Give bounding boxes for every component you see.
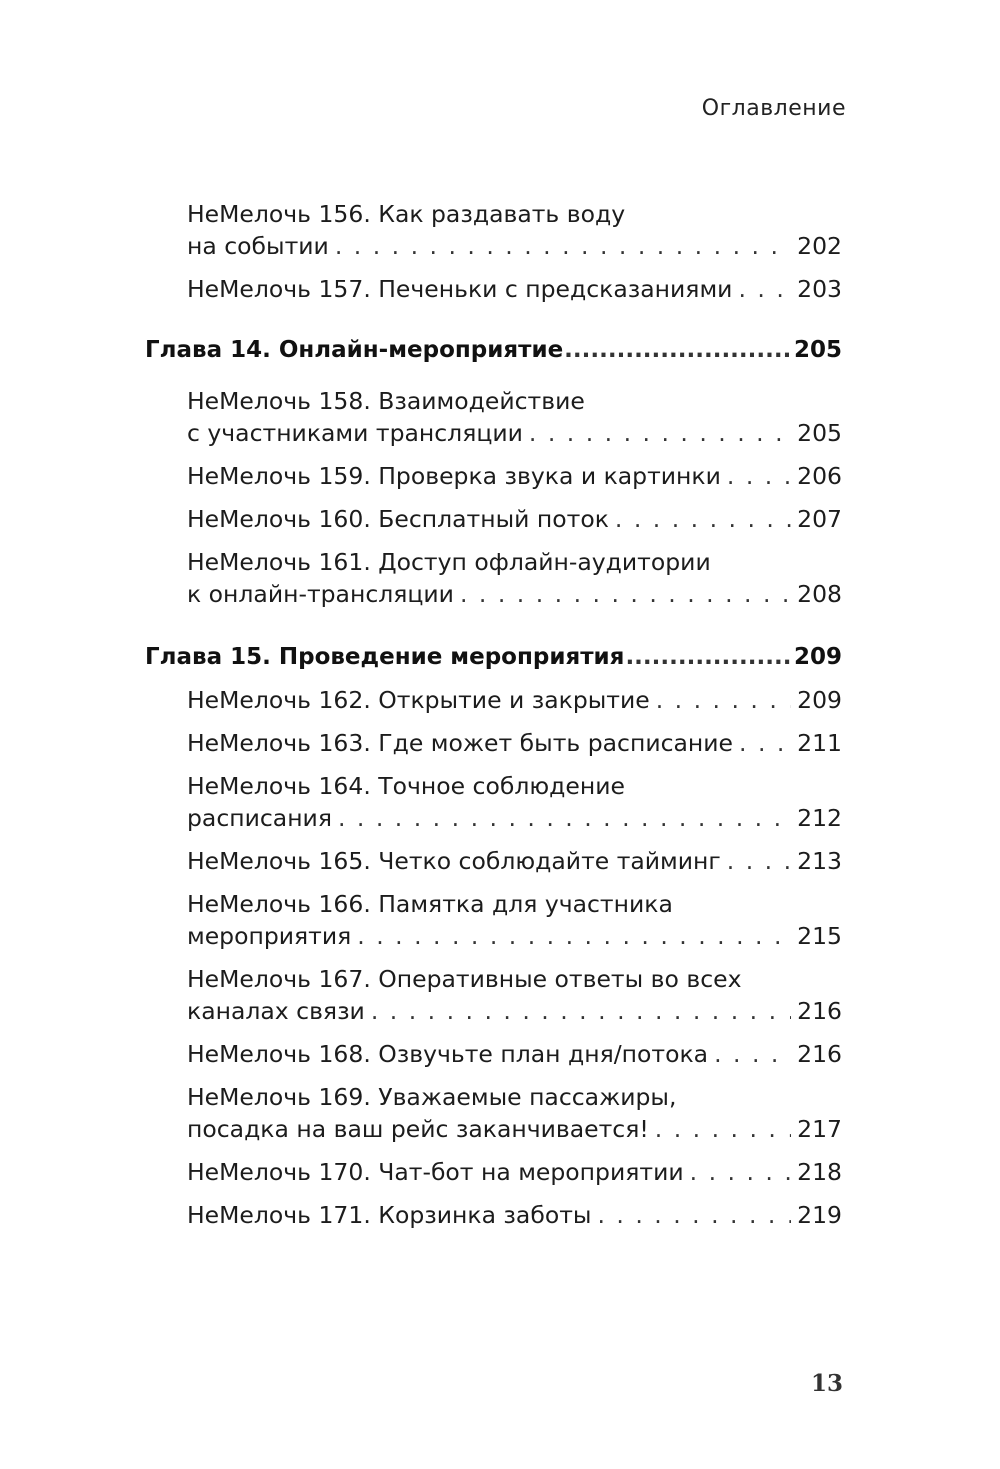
toc-entry-title: НеМелочь 162. Открытие и закрытие (187, 686, 650, 714)
toc-chapter-14[interactable] (145, 335, 842, 365)
toc-page-number: 215 (797, 922, 842, 950)
toc-entry-title: НеМелочь 169. Уважаемые пассажиры, (187, 1083, 677, 1111)
toc-page-number: 209 (797, 686, 842, 714)
toc-entry-title: НеМелочь 164. Точное соблюдение (187, 772, 625, 800)
toc-entry-title: НеМелочь 157. Печеньки с предсказаниями (187, 275, 733, 303)
toc-entry-title-cont: расписания (187, 804, 332, 832)
toc-entry-title-cont: посадка на ваш рейс заканчивается! (187, 1115, 649, 1143)
toc-entry-title-cont: каналах связи (187, 997, 365, 1025)
toc-entry-title: НеМелочь 170. Чат-бот на мероприятии (187, 1158, 684, 1186)
toc-page-number: 207 (797, 505, 842, 533)
dot-leader (656, 684, 791, 716)
toc-entry-title-cont: к онлайн-трансляции (187, 580, 454, 608)
dot-leader (727, 460, 791, 492)
dot-leader (625, 642, 793, 672)
toc-entry-title: НеМелочь 159. Проверка звука и картинки (187, 462, 721, 490)
toc-entry-title: НеМелочь 171. Корзинка заботы (187, 1201, 592, 1229)
toc-entry-title: НеМелочь 156. Как раздавать воду (187, 200, 626, 228)
page-number: 13 (810, 1370, 843, 1397)
toc-entry-163[interactable] (187, 727, 842, 759)
toc-entry-164[interactable] (187, 770, 842, 834)
toc-entry-title-cont: на событии (187, 232, 329, 260)
toc-page-number: 205 (797, 419, 842, 447)
dot-leader (357, 920, 791, 952)
toc-entry-title: НеМелочь 158. Взаимодействие (187, 387, 585, 415)
dot-leader (738, 273, 791, 305)
toc-entry-title: НеМелочь 166. Памятка для участника (187, 890, 673, 918)
toc-entry-title: НеМелочь 165. Четко соблюдайте тайминг (187, 847, 721, 875)
toc-page-number: 212 (797, 804, 842, 832)
toc-entry-title-cont: мероприятия (187, 922, 352, 950)
toc-entry-title: НеМелочь 168. Озвучьте план дня/потока (187, 1040, 709, 1068)
dot-leader (371, 995, 791, 1027)
toc-page-number: 216 (797, 997, 842, 1025)
toc-entry-156[interactable] (187, 198, 842, 262)
chapter-title: Глава 15. Проведение мероприятия (145, 644, 625, 670)
table-of-contents (145, 198, 842, 1242)
toc-page-number: 208 (797, 580, 842, 608)
toc-entry-168[interactable] (187, 1038, 842, 1070)
toc-entry-title: НеМелочь 167. Оперативные ответы во всех (187, 965, 742, 993)
dot-leader (739, 727, 791, 759)
toc-entry-title: НеМелочь 161. Доступ офлайн-аудитории (187, 548, 711, 576)
toc-page-number: 217 (797, 1115, 842, 1143)
toc-entry-165[interactable] (187, 845, 842, 877)
dot-leader (655, 1113, 791, 1145)
dot-leader (690, 1156, 792, 1188)
dot-leader (615, 503, 791, 535)
toc-entry-171[interactable] (187, 1199, 842, 1231)
toc-entry-158[interactable] (187, 385, 842, 449)
toc-page-number: 216 (797, 1040, 842, 1068)
toc-entry-161[interactable] (187, 546, 842, 610)
dot-leader (714, 1038, 791, 1070)
toc-page-number: 219 (797, 1201, 842, 1229)
toc-page-number: 206 (797, 462, 842, 490)
chapter-page-number: 205 (793, 337, 842, 363)
toc-page-number: 218 (797, 1158, 842, 1186)
toc-entry-title-cont: с участниками трансляции (187, 419, 523, 447)
toc-entry-169[interactable] (187, 1081, 842, 1145)
dot-leader (564, 335, 793, 365)
dot-leader (597, 1199, 791, 1231)
toc-chapter-15[interactable] (145, 642, 842, 672)
toc-entry-167[interactable] (187, 963, 842, 1027)
toc-entry-title: НеМелочь 163. Где может быть расписание (187, 729, 734, 757)
dot-leader (529, 417, 791, 449)
dot-leader (727, 845, 791, 877)
toc-entry-162[interactable] (187, 684, 842, 716)
toc-page-number: 211 (797, 729, 842, 757)
chapter-page-number: 209 (793, 644, 842, 670)
toc-entry-title: НеМелочь 160. Бесплатный поток (187, 505, 609, 533)
chapter-title: Глава 14. Онлайн-мероприятие (145, 337, 564, 363)
toc-entry-166[interactable] (187, 888, 842, 952)
dot-leader (338, 802, 791, 834)
dot-leader (335, 230, 791, 262)
toc-page-number: 202 (797, 232, 842, 260)
toc-entry-159[interactable] (187, 460, 842, 492)
toc-entry-157[interactable] (187, 273, 842, 305)
toc-page-number: 213 (797, 847, 842, 875)
running-head: Оглавление (701, 96, 846, 121)
toc-entry-160[interactable] (187, 503, 842, 535)
toc-page-number: 203 (797, 275, 842, 303)
dot-leader (460, 578, 791, 610)
toc-entry-170[interactable] (187, 1156, 842, 1188)
